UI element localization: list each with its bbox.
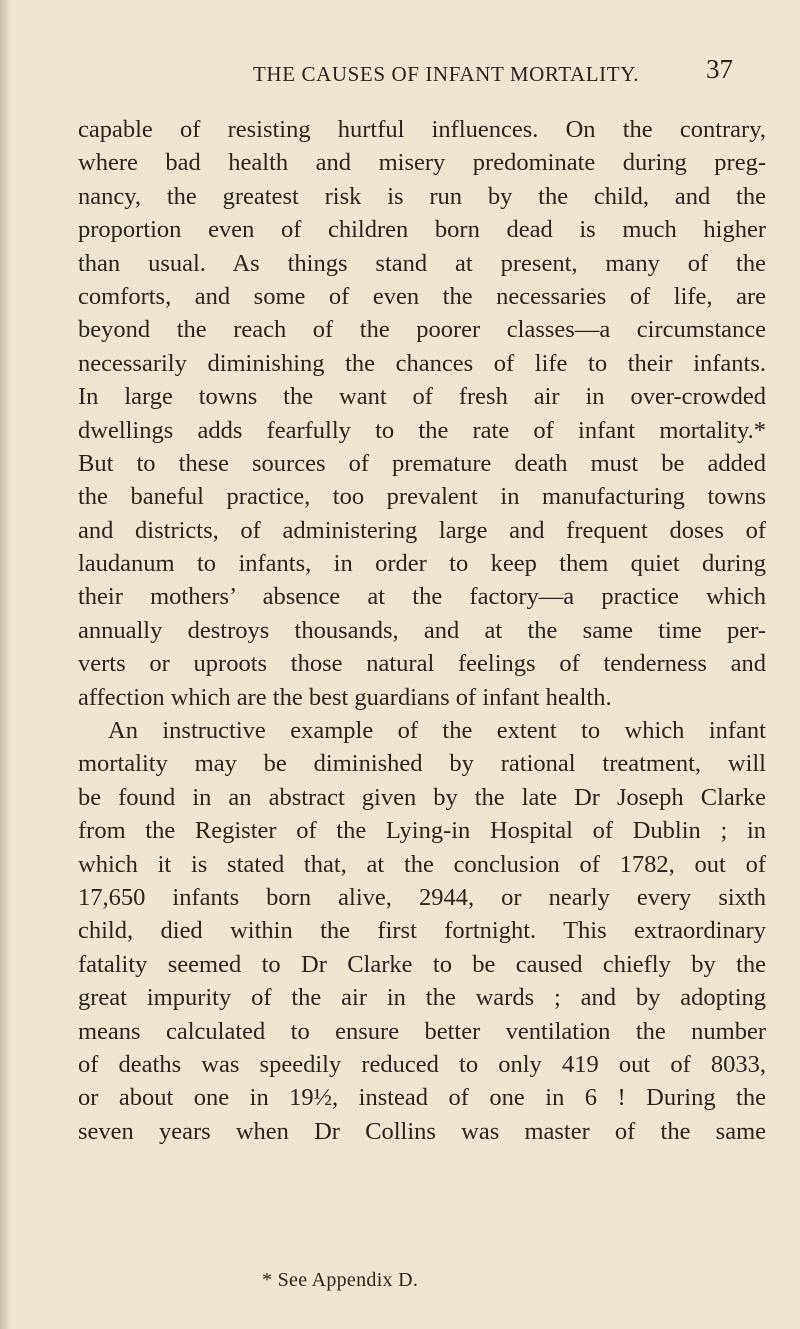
text-line: their mothers’ absence at the factory—a practice which xyxy=(78,583,766,611)
text-line: great impurity of the air in the wards ; and by adopting xyxy=(78,984,766,1012)
text-line: laudanum to infants, in order to keep them quiet during xyxy=(78,550,766,578)
page-header xyxy=(0,52,800,92)
text-line: where bad health and misery predominate during preg- xyxy=(78,149,766,177)
text-line: seven years when Dr Collins was master of the same xyxy=(78,1117,766,1145)
text-line: nancy, the greatest risk is run by the child, and the xyxy=(78,182,766,210)
text-line: be found in an abstract given by the late Dr Joseph Clarke xyxy=(78,783,766,811)
page-edge-shadow xyxy=(0,0,12,1329)
text-line: child, died within the first fortnight. This extraordinary xyxy=(78,917,766,945)
text-line: from the Register of the Lying-in Hospital of Dublin ; in xyxy=(78,817,766,845)
text-line: the baneful practice, too prevalent in manufacturing towns xyxy=(78,483,766,511)
text-line: proportion even of children born dead is much higher xyxy=(78,216,766,244)
text-line: of deaths was speedily reduced to only 419 out of 8033, xyxy=(78,1050,766,1078)
footnote: * See Appendix D. xyxy=(262,1269,419,1291)
text-line: than usual. As things stand at present, many of the xyxy=(78,249,766,277)
text-line: dwellings adds fearfully to the rate of infant mortality.* xyxy=(78,416,766,444)
body-text xyxy=(78,113,766,1148)
text-line: or about one in 19½, instead of one in 6 ! During the xyxy=(78,1084,766,1112)
text-line: and districts, of administering large and frequent doses of xyxy=(78,516,766,544)
text-line: affection which are the best guardians of infant health. xyxy=(78,683,612,711)
page-number: 37 xyxy=(706,54,733,84)
text-line: In large towns the want of fresh air in over-crowded xyxy=(78,383,766,411)
running-title: THE CAUSES OF INFANT MORTALITY. xyxy=(253,62,640,86)
text-line: verts or uproots those natural feelings of tenderness and xyxy=(78,650,766,678)
text-line: capable of resisting hurtful influences. On the contrary, xyxy=(78,116,766,143)
text-line: beyond the reach of the poorer classes—a circumstance xyxy=(78,316,766,344)
text-line: means calculated to ensure better ventilation the number xyxy=(78,1017,766,1045)
text-line: annually destroys thousands, and at the same time per- xyxy=(78,616,766,644)
text-line: comforts, and some of even the necessaries of life, are xyxy=(78,282,766,310)
text-line: which it is stated that, at the conclusion of 1782, out of xyxy=(78,850,766,878)
text-line: necessarily diminishing the chances of life to their infants. xyxy=(78,349,766,377)
text-line: 17,650 infants born alive, 2944, or nearly every sixth xyxy=(78,883,766,911)
text-line: fatality seemed to Dr Clarke to be caused chiefly by the xyxy=(78,950,766,978)
text-line: But to these sources of premature death must be added xyxy=(78,449,766,477)
text-line: An instructive example of the extent to which infant xyxy=(108,717,766,745)
text-line: mortality may be diminished by rational treatment, will xyxy=(78,750,766,778)
